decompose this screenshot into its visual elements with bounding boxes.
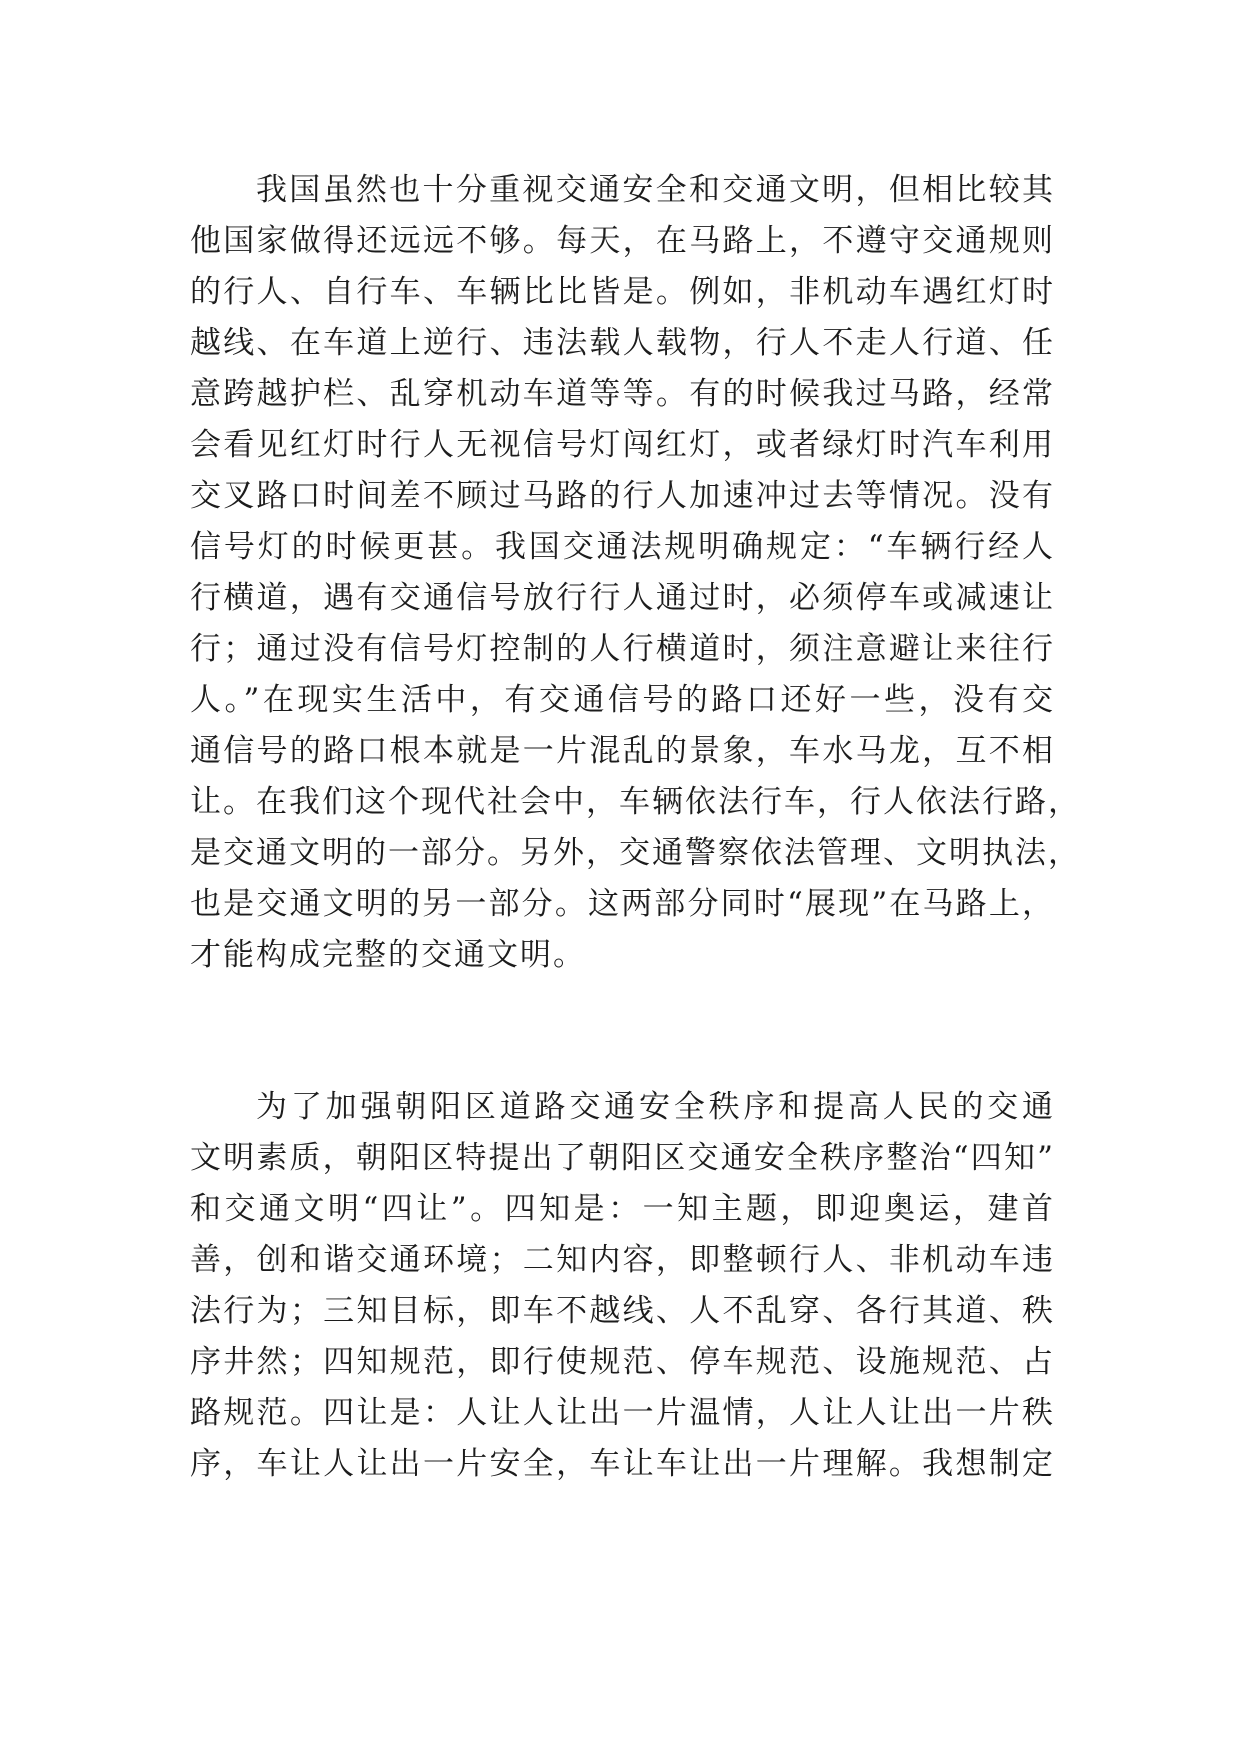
- paragraph-line: 的行人、自行车、车辆比比皆是。例如，非机动车遇红灯时: [190, 274, 1055, 310]
- paragraph-line: 我国虽然也十分重视交通安全和交通文明，但相比较其: [256, 172, 1055, 208]
- paragraph-line: 序井然；四知规范，即行使规范、停车规范、设施规范、占: [190, 1344, 1055, 1380]
- paragraph-line: 意跨越护栏、乱穿机动车道等等。有的时候我过马路，经常: [190, 376, 1055, 412]
- paragraph-line: 他国家做得还远远不够。每天，在马路上，不遵守交通规则: [190, 223, 1055, 259]
- paragraph-line: 也是交通文明的另一部分。这两部分同时“展现”在马路上，: [190, 886, 1055, 922]
- paragraph-line: 才能构成完整的交通文明。: [190, 937, 586, 973]
- paragraph-line: 序，车让人让出一片安全，车让车让出一片理解。我想制定: [190, 1446, 1055, 1482]
- paragraph-line: 交叉路口时间差不顾过马路的行人加速冲过去等情况。没有: [190, 478, 1055, 514]
- paragraph-traffic-civilization: [190, 165, 1081, 981]
- paragraph-line: 通信号的路口根本就是一片混乱的景象，车水马龙，互不相: [190, 733, 1055, 769]
- paragraph-line: 行横道，遇有交通信号放行行人通过时，必须停车或减速让: [190, 580, 1055, 616]
- paragraph-line: 是交通文明的一部分。另外，交通警察依法管理、文明执法，: [190, 835, 1081, 871]
- paragraph-line: 路规范。四让是：人让人让出一片温情，人让人让出一片秩: [190, 1395, 1055, 1431]
- paragraph-line: 善，创和谐交通环境；二知内容，即整顿行人、非机动车违: [190, 1242, 1055, 1278]
- paragraph-line: 行；通过没有信号灯控制的人行横道时，须注意避让来往行: [190, 631, 1055, 667]
- paragraph-chaoyang-rules: [190, 1082, 1055, 1490]
- paragraph-line: 文明素质，朝阳区特提出了朝阳区交通安全秩序整治“四知”: [190, 1140, 1055, 1176]
- paragraph-line: 法行为；三知目标，即车不越线、人不乱穿、各行其道、秩: [190, 1293, 1055, 1329]
- paragraph-line: 越线、在车道上逆行、违法载人载物，行人不走人行道、任: [190, 325, 1055, 361]
- paragraph-line: 和交通文明“四让”。四知是：一知主题，即迎奥运，建首: [190, 1191, 1055, 1227]
- paragraph-line: 人。”在现实生活中，有交通信号的路口还好一些，没有交: [190, 682, 1055, 718]
- paragraph-line: 让。在我们这个现代社会中，车辆依法行车，行人依法行路，: [190, 784, 1081, 820]
- paragraph-line: 会看见红灯时行人无视信号灯闯红灯，或者绿灯时汽车利用: [190, 427, 1055, 463]
- paragraph-line: 信号灯的时候更甚。我国交通法规明确规定：“车辆行经人: [190, 529, 1055, 565]
- paragraph-line: 为了加强朝阳区道路交通安全秩序和提高人民的交通: [256, 1089, 1055, 1125]
